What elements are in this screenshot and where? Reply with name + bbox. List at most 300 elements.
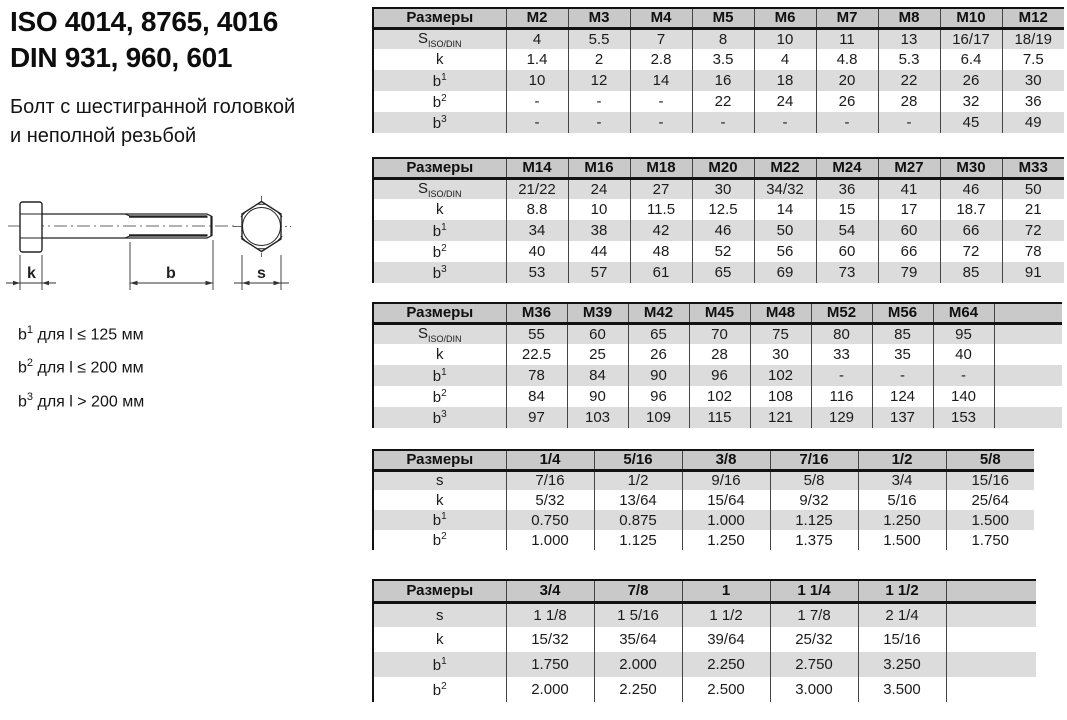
value-cell: -	[878, 112, 940, 133]
value-cell: 24	[568, 178, 630, 199]
table-row	[373, 178, 1064, 199]
table-row	[373, 28, 1064, 49]
column-header: M30	[940, 158, 1002, 178]
value-cell: 78	[506, 365, 567, 386]
size-column-header: Размеры	[373, 303, 506, 323]
value-cell: 61	[630, 262, 692, 283]
value-cell: -	[816, 112, 878, 133]
value-cell: 2.000	[506, 677, 594, 702]
value-cell: 2 1/4	[858, 602, 946, 627]
value-cell: 78	[1024, 243, 1042, 260]
table-row	[373, 470, 1034, 490]
column-header: M4	[630, 8, 692, 28]
value-cell: 115	[689, 407, 750, 428]
value-cell: 56	[754, 241, 816, 262]
row-label: s	[373, 470, 506, 490]
value-cell: -	[630, 91, 692, 112]
value-cell: 4	[506, 28, 568, 49]
value-cell: 18	[754, 70, 816, 91]
value-cell: 26	[816, 91, 878, 112]
value-cell: 10	[506, 70, 568, 91]
value-cell: 91	[1002, 262, 1064, 283]
subtitle-line-1: Болт с шестигранной головкой	[10, 96, 296, 118]
value-cell: 14	[630, 70, 692, 91]
value-cell: -	[568, 112, 630, 133]
value-cell: 52	[692, 241, 754, 262]
value-cell: 20	[816, 70, 878, 91]
size-column-header: Размеры	[373, 450, 506, 470]
value-cell: 27	[630, 178, 692, 199]
value-cell: 15/32	[506, 627, 594, 652]
value-cell: 53	[506, 262, 568, 283]
column-header: 3/4	[506, 580, 594, 602]
value-cell: 2.8	[630, 49, 692, 70]
value-cell: 140	[933, 386, 994, 407]
column-header: M64	[933, 303, 994, 323]
value-cell: 1.750	[506, 652, 594, 677]
value-cell: 36	[1024, 93, 1042, 110]
value-cell: 8	[692, 28, 754, 49]
row-label: k	[373, 199, 506, 220]
value-cell: 1.4	[506, 49, 568, 70]
value-cell: 1.000	[682, 510, 770, 530]
value-cell: 21	[1024, 201, 1042, 218]
value-cell: 7/16	[506, 470, 594, 490]
value-cell: 16/17	[940, 28, 1002, 49]
value-cell: 14	[754, 199, 816, 220]
value-cell: 73	[816, 262, 878, 283]
value-cell: 26	[628, 344, 689, 365]
value-cell: 90	[567, 386, 628, 407]
dimension-label-k: k	[27, 265, 36, 282]
value-cell: 34	[506, 220, 568, 241]
value-cell: 3.000	[770, 677, 858, 702]
table-row	[373, 407, 1062, 428]
value-cell: 69	[754, 262, 816, 283]
value-cell: 18/19	[1002, 28, 1064, 49]
row-label: $b^1$	[373, 365, 506, 386]
blank-header-cell	[946, 580, 1036, 602]
column-header: M12	[1002, 8, 1064, 28]
value-cell: 65	[692, 262, 754, 283]
value-cell: 4.8	[816, 49, 878, 70]
column-header: 1 1/2	[858, 580, 946, 602]
column-header: M24	[816, 158, 878, 178]
blank-cell	[946, 652, 1036, 677]
column-header: M52	[811, 303, 872, 323]
blank-cell	[994, 365, 1062, 386]
value-cell: 95	[933, 323, 994, 344]
value-cell: 30	[750, 344, 811, 365]
value-cell: 70	[689, 323, 750, 344]
value-cell: 2.000	[594, 652, 682, 677]
column-header: M3	[568, 8, 630, 28]
value-cell: 25/64	[971, 491, 1010, 509]
blank-cell	[994, 344, 1062, 365]
value-cell: 109	[628, 407, 689, 428]
value-cell: 11.5	[630, 199, 692, 220]
subtitle	[10, 93, 295, 151]
column-header: M5	[692, 8, 754, 28]
column-header: 5/8	[946, 450, 1034, 470]
note-b3: $b^3$ для l > 200 мм	[18, 390, 145, 410]
row-label: s	[373, 602, 506, 627]
value-cell: 66	[940, 220, 1002, 241]
row-label: k	[373, 490, 506, 510]
table-row	[373, 49, 1064, 70]
value-cell: 13	[878, 28, 940, 49]
title-din: DIN 931, 960, 601	[10, 42, 233, 73]
value-cell: 90	[628, 365, 689, 386]
value-cell: 50	[1002, 178, 1064, 199]
note-b2: $b^2$ для l ≤ 200 мм	[18, 357, 144, 377]
table-row	[373, 70, 1064, 91]
value-cell: 66	[878, 241, 940, 262]
column-header: M7	[816, 8, 878, 28]
value-cell: 1.500	[946, 510, 1034, 530]
header-row	[373, 8, 1064, 28]
value-cell: 15/16	[858, 627, 946, 652]
blank-cell	[946, 602, 1036, 627]
value-cell: 42	[630, 220, 692, 241]
value-cell: -	[630, 112, 692, 133]
size-column-header: Размеры	[373, 158, 506, 178]
table-row	[373, 510, 1034, 530]
value-cell: 3.500	[858, 677, 946, 702]
value-cell: 7	[630, 28, 692, 49]
header-row	[373, 580, 1036, 602]
value-cell: 34/32	[754, 178, 816, 199]
value-cell: 24	[754, 91, 816, 112]
column-header: M36	[506, 303, 567, 323]
row-label: $b^3$	[373, 262, 506, 283]
table-row	[373, 365, 1062, 386]
value-cell: 32	[940, 91, 1002, 112]
column-header: M6	[754, 8, 816, 28]
column-header: M33	[1002, 158, 1064, 178]
value-cell: 5.5	[568, 28, 630, 49]
value-cell: 97	[506, 407, 567, 428]
value-cell: 1.750	[971, 531, 1010, 549]
value-cell: 65	[628, 323, 689, 344]
row-label: $b^2$	[373, 530, 506, 550]
value-cell: 48	[630, 241, 692, 262]
value-cell: 72	[1002, 220, 1064, 241]
column-header: M48	[750, 303, 811, 323]
thread-length-notes	[18, 316, 144, 416]
row-label: k	[373, 627, 506, 652]
value-cell: 9/32	[770, 490, 858, 510]
value-cell: 0.750	[506, 510, 594, 530]
value-cell: 2	[568, 49, 630, 70]
value-cell: 0.875	[594, 510, 682, 530]
value-cell: 60	[878, 220, 940, 241]
table-row	[373, 241, 1064, 262]
row-label: $b^2$	[373, 91, 506, 112]
value-cell: 45	[940, 112, 1002, 133]
column-header: 1 1/4	[770, 580, 858, 602]
value-cell: 46	[940, 178, 1002, 199]
column-header: M20	[692, 158, 754, 178]
table-metric-m14-m33	[372, 157, 1064, 283]
column-header: M56	[872, 303, 933, 323]
column-header: M22	[754, 158, 816, 178]
value-cell: 10	[754, 28, 816, 49]
column-header: M27	[878, 158, 940, 178]
value-cell: 49	[1002, 112, 1064, 133]
row-label: $b^2$	[373, 241, 506, 262]
row-label: $b^1$	[373, 652, 506, 677]
value-cell: -	[811, 365, 872, 386]
value-cell: 153	[933, 407, 994, 428]
value-cell: 13/64	[594, 490, 682, 510]
dimension-label-s: s	[257, 265, 266, 282]
value-cell: 96	[628, 386, 689, 407]
column-header: M45	[689, 303, 750, 323]
value-cell: 36	[816, 178, 878, 199]
table-row	[373, 677, 1036, 702]
value-cell: 5.3	[878, 49, 940, 70]
header-row	[373, 450, 1034, 470]
value-cell: 1 1/2	[682, 602, 770, 627]
value-cell: 40	[506, 241, 568, 262]
value-cell: 22.5	[506, 344, 567, 365]
blank-header-cell	[994, 303, 1062, 323]
value-cell: 22	[692, 91, 754, 112]
value-cell: 1.125	[594, 530, 682, 550]
value-cell: 60	[816, 241, 878, 262]
value-cell: -	[933, 365, 994, 386]
value-cell: 46	[692, 220, 754, 241]
page-title	[10, 4, 278, 76]
dimension-label-b: b	[166, 265, 176, 282]
value-cell: 124	[872, 386, 933, 407]
value-cell: 33	[811, 344, 872, 365]
value-cell: 85	[872, 323, 933, 344]
table-row	[373, 490, 1034, 510]
value-cell: 16	[692, 70, 754, 91]
value-cell: 44	[568, 241, 630, 262]
value-cell: 17	[878, 199, 940, 220]
value-cell: 26	[940, 70, 1002, 91]
bolt-end-view	[233, 196, 291, 257]
subtitle-line-2: и неполной резьбой	[10, 125, 197, 147]
value-cell: 108	[750, 386, 811, 407]
value-cell: 1/2	[594, 470, 682, 490]
table-row	[373, 262, 1064, 283]
value-cell: 5/16	[858, 490, 946, 510]
table-row	[373, 91, 1064, 112]
value-cell: 28	[878, 91, 940, 112]
value-cell: -	[754, 112, 816, 133]
table-row	[373, 112, 1064, 133]
column-header: M14	[506, 158, 568, 178]
size-column-header: Размеры	[373, 580, 506, 602]
table-row	[373, 199, 1064, 220]
value-cell: 72	[940, 241, 1002, 262]
value-cell: 3.5	[692, 49, 754, 70]
value-cell: 1 1/8	[506, 602, 594, 627]
value-cell: 80	[811, 323, 872, 344]
table-row	[373, 220, 1064, 241]
table-row	[373, 627, 1036, 652]
value-cell: 3/4	[858, 470, 946, 490]
row-label: $b^2$	[373, 677, 506, 702]
value-cell: 1.250	[682, 530, 770, 550]
bolt-technical-drawing	[0, 188, 310, 300]
row-label: $b^3$	[373, 112, 506, 133]
value-cell: 129	[811, 407, 872, 428]
table-row	[373, 602, 1036, 627]
value-cell: 30	[1002, 70, 1064, 91]
value-cell: 25/32	[770, 627, 858, 652]
value-cell: 1 7/8	[770, 602, 858, 627]
value-cell: 121	[750, 407, 811, 428]
blank-cell	[946, 627, 1036, 652]
value-cell: 21/22	[506, 178, 568, 199]
blank-cell	[946, 677, 1036, 702]
value-cell: 15/16	[946, 470, 1034, 490]
value-cell: 2.250	[594, 677, 682, 702]
column-header: M8	[878, 8, 940, 28]
value-cell: 103	[567, 407, 628, 428]
value-cell: 1.500	[858, 530, 946, 550]
value-cell: 8.8	[506, 199, 568, 220]
column-header: 1/2	[858, 450, 946, 470]
value-cell: 25	[567, 344, 628, 365]
value-cell: 15	[816, 199, 878, 220]
value-cell: -	[872, 365, 933, 386]
row-label: $S_{ISO/DIN}$	[373, 178, 506, 199]
value-cell: 79	[878, 262, 940, 283]
value-cell: 12	[568, 70, 630, 91]
value-cell: 35	[872, 344, 933, 365]
value-cell: 84	[567, 365, 628, 386]
table-row	[373, 386, 1062, 407]
row-label: $b^1$	[373, 510, 506, 530]
value-cell: 12.5	[692, 199, 754, 220]
value-cell: 30	[692, 178, 754, 199]
table-metric-m2-m12	[372, 7, 1064, 133]
value-cell: 2.250	[682, 652, 770, 677]
value-cell: 4	[754, 49, 816, 70]
value-cell: 2.500	[682, 677, 770, 702]
value-cell: 137	[872, 407, 933, 428]
value-cell: 9/16	[682, 470, 770, 490]
value-cell: 102	[689, 386, 750, 407]
row-label: $b^1$	[373, 220, 506, 241]
blank-cell	[994, 323, 1062, 344]
column-header: M10	[940, 8, 1002, 28]
row-label: $b^2$	[373, 386, 506, 407]
value-cell: 1.375	[770, 530, 858, 550]
value-cell: -	[568, 91, 630, 112]
row-label: k	[373, 344, 506, 365]
blank-cell	[994, 407, 1062, 428]
value-cell: 39/64	[682, 627, 770, 652]
column-header: M2	[506, 8, 568, 28]
row-label: $b^1$	[373, 70, 506, 91]
header-row	[373, 158, 1064, 178]
column-header: 5/16	[594, 450, 682, 470]
table-inch-3-4-to-1-1-2	[372, 579, 1036, 702]
row-label: $S_{ISO/DIN}$	[373, 28, 506, 49]
value-cell: -	[506, 112, 568, 133]
value-cell: 60	[567, 323, 628, 344]
value-cell: 5/32	[506, 490, 594, 510]
table-inch-quarter-to-5-8	[372, 449, 1034, 550]
value-cell: 75	[750, 323, 811, 344]
value-cell: 28	[689, 344, 750, 365]
column-header: 3/8	[682, 450, 770, 470]
value-cell: 15/64	[682, 490, 770, 510]
note-b1: $b^1$ для l ≤ 125 мм	[18, 324, 144, 344]
value-cell: 5/8	[770, 470, 858, 490]
value-cell: 18.7	[940, 199, 1002, 220]
column-header: 7/16	[770, 450, 858, 470]
value-cell: -	[506, 91, 568, 112]
value-cell: 1.125	[770, 510, 858, 530]
value-cell: 102	[750, 365, 811, 386]
row-label: $S_{ISO/DIN}$	[373, 323, 506, 344]
title-iso: ISO 4014, 8765, 4016	[10, 6, 278, 37]
row-label: $b^3$	[373, 407, 506, 428]
value-cell: 55	[506, 323, 567, 344]
value-cell: 22	[878, 70, 940, 91]
value-cell: 6.4	[940, 49, 1002, 70]
column-header: 1/4	[506, 450, 594, 470]
table-metric-m36-m64	[372, 302, 1062, 428]
column-header: M16	[568, 158, 630, 178]
value-cell: -	[692, 112, 754, 133]
value-cell: 96	[689, 365, 750, 386]
value-cell: 11	[816, 28, 878, 49]
column-header: 7/8	[594, 580, 682, 602]
blank-cell	[994, 386, 1062, 407]
value-cell: 2.750	[770, 652, 858, 677]
value-cell: 10	[568, 199, 630, 220]
column-header: M18	[630, 158, 692, 178]
value-cell: 1.000	[506, 530, 594, 550]
value-cell: 1.250	[858, 510, 946, 530]
value-cell: 85	[940, 262, 1002, 283]
table-row	[373, 652, 1036, 677]
value-cell: 3.250	[858, 652, 946, 677]
size-column-header: Размеры	[373, 8, 506, 28]
header-row	[373, 303, 1062, 323]
value-cell: 84	[506, 386, 567, 407]
value-cell: 7.5	[1022, 51, 1044, 68]
table-row	[373, 323, 1062, 344]
value-cell: 41	[878, 178, 940, 199]
column-header: M39	[567, 303, 628, 323]
column-header: M42	[628, 303, 689, 323]
hexagon-outline	[242, 202, 281, 252]
row-label: k	[373, 49, 506, 70]
table-row	[373, 344, 1062, 365]
value-cell: 57	[568, 262, 630, 283]
bolt-head-side-view	[20, 202, 42, 252]
column-header: 1	[682, 580, 770, 602]
table-row	[373, 530, 1034, 550]
value-cell: 1 5/16	[594, 602, 682, 627]
value-cell: 116	[811, 386, 872, 407]
value-cell: 54	[816, 220, 878, 241]
value-cell: 40	[933, 344, 994, 365]
value-cell: 50	[754, 220, 816, 241]
value-cell: 38	[568, 220, 630, 241]
value-cell: 35/64	[594, 627, 682, 652]
